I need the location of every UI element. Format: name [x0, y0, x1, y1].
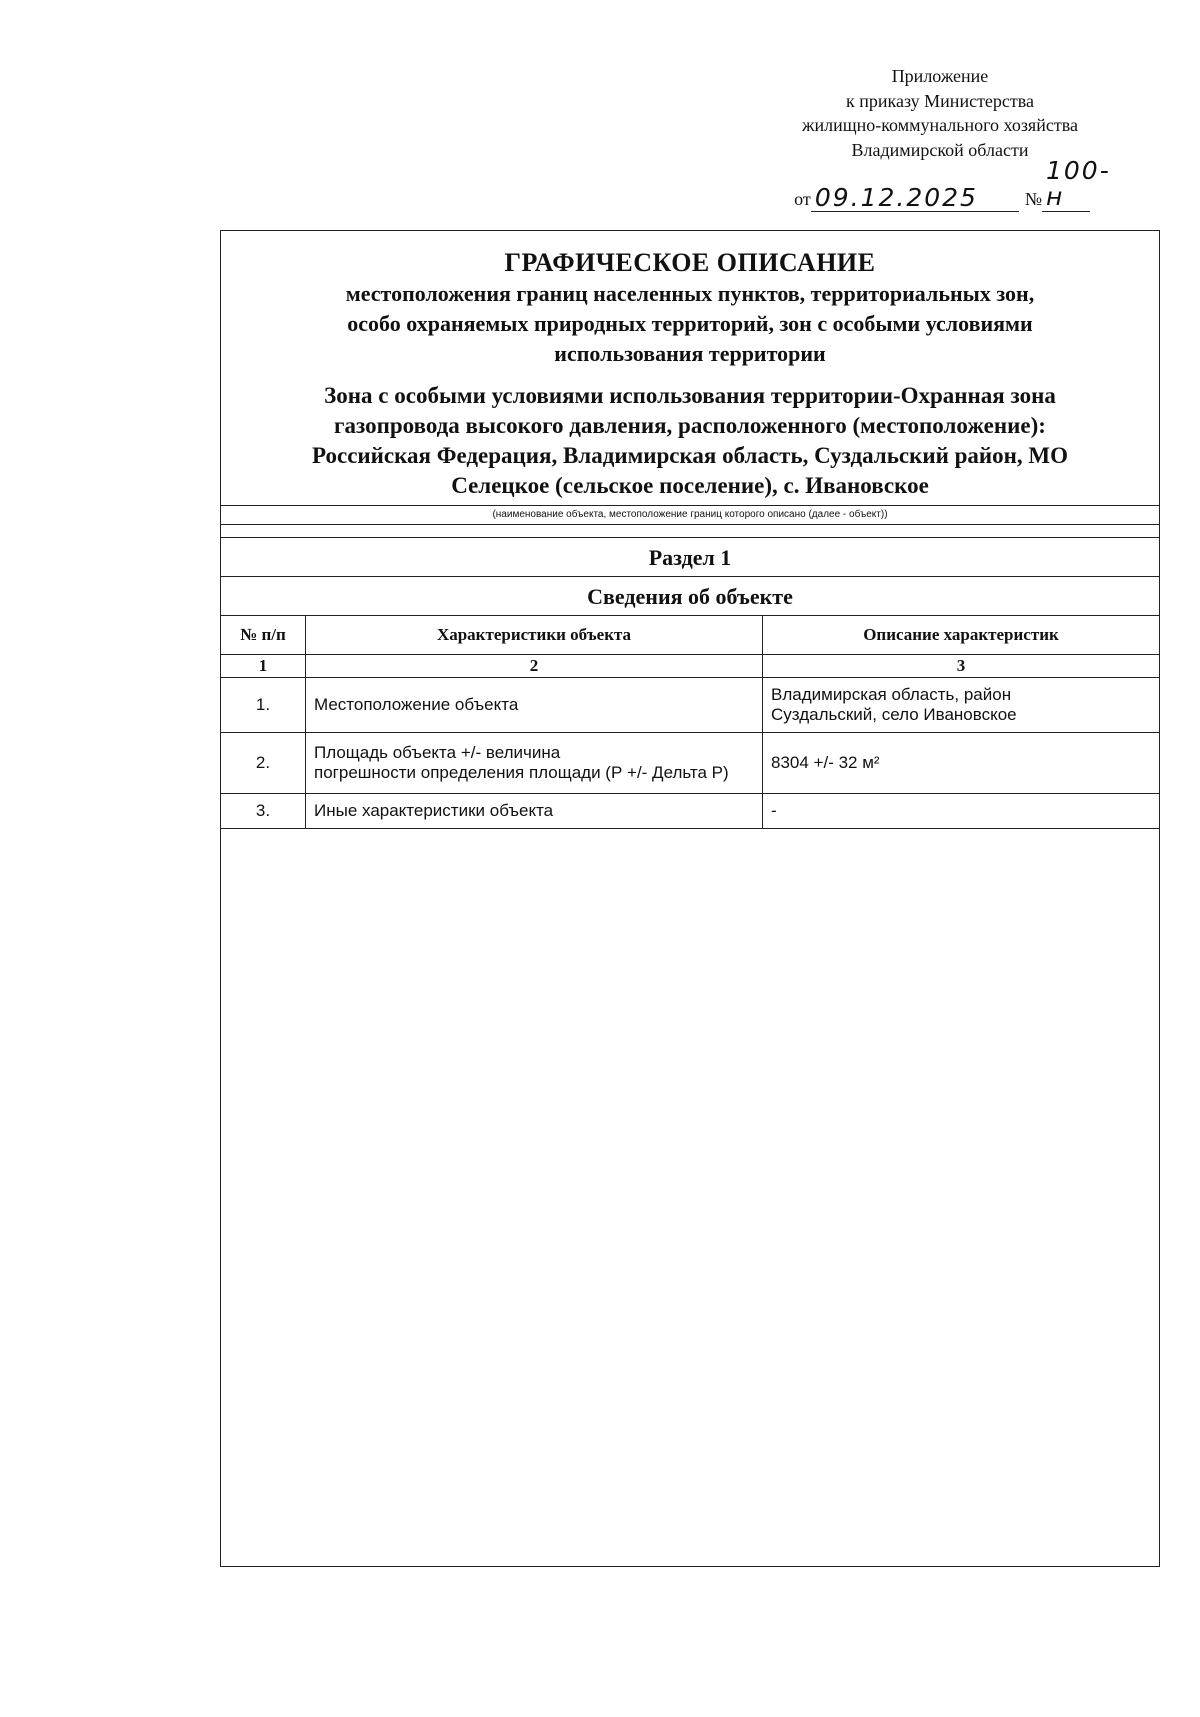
column-number: 2: [306, 655, 763, 678]
appendix-header: [750, 64, 1130, 212]
zone-line: газопровода высокого давления, расположенного (местоположение):: [334, 413, 1046, 438]
title-sub-line: использования территории: [554, 341, 826, 366]
section-heading: Сведения об объекте: [221, 577, 1159, 616]
column-number: 3: [763, 655, 1160, 678]
order-date-number: [750, 158, 1130, 212]
appendix-line: жилищно-коммунального хозяйства: [802, 115, 1078, 135]
number-prefix: №: [1024, 189, 1042, 209]
object-caption: (наименование объекта, местоположение границ которого описано (далее - объект)): [221, 505, 1159, 525]
table-row: [221, 794, 1159, 829]
header-number: № п/п: [221, 616, 306, 655]
row-characteristic: [306, 733, 763, 794]
appendix-line: к приказу Министерства: [845, 90, 1035, 111]
row-description: -: [763, 794, 1160, 829]
header-characteristic: Характеристики объекта: [306, 616, 763, 655]
zone-line: Российская Федерация, Владимирская область, Суздальский район, МО: [312, 443, 1068, 468]
order-number: 100-н: [1046, 156, 1111, 211]
row-characteristic: Иные характеристики объекта: [306, 794, 763, 829]
document-frame: [220, 230, 1160, 1567]
column-number: 1: [221, 655, 306, 678]
characteristic-line: погрешности определения площади (Р +/- Дельта Р): [314, 763, 729, 782]
date-prefix: от: [794, 189, 811, 209]
object-info-table: [221, 616, 1159, 829]
row-number: 3.: [221, 794, 306, 829]
zone-line: Зона с особыми условиями использования территории-Охранная зона: [324, 383, 1056, 408]
appendix-line: Владимирской области: [851, 139, 1029, 160]
row-characteristic: Местоположение объекта: [306, 678, 763, 733]
appendix-line: Приложение: [891, 66, 989, 86]
column-numbers-row: [221, 655, 1159, 678]
header-description: Описание характеристик: [763, 616, 1160, 655]
order-number-wrap: [1042, 158, 1130, 212]
document-title: ГРАФИЧЕСКОЕ ОПИСАНИЕ: [504, 248, 876, 277]
row-number: 1.: [221, 678, 306, 733]
title-block: [221, 231, 1159, 501]
zone-line: Селецкое (сельское поселение), с. Ивановское: [451, 473, 929, 498]
row-number: 2.: [221, 733, 306, 794]
table-row: [221, 733, 1159, 794]
section-label: Раздел 1: [221, 538, 1159, 577]
row-description: 8304 +/- 32 м²: [763, 733, 1160, 794]
table-header-row: [221, 616, 1159, 655]
characteristic-line: Площадь объекта +/- величина: [314, 743, 561, 762]
table-row: [221, 678, 1159, 733]
title-sub-line: особо охраняемых природных территорий, зон с особыми условиями: [347, 311, 1033, 336]
description-line: Владимирская область, район: [771, 685, 1012, 704]
spacer-row: [221, 525, 1159, 538]
row-description: [763, 678, 1160, 733]
title-sub-line: местоположения границ населенных пунктов, территориальных зон,: [345, 281, 1035, 306]
order-date: 09.12.2025: [811, 185, 1019, 212]
description-line: Суздальский, село Ивановское: [771, 705, 1017, 724]
